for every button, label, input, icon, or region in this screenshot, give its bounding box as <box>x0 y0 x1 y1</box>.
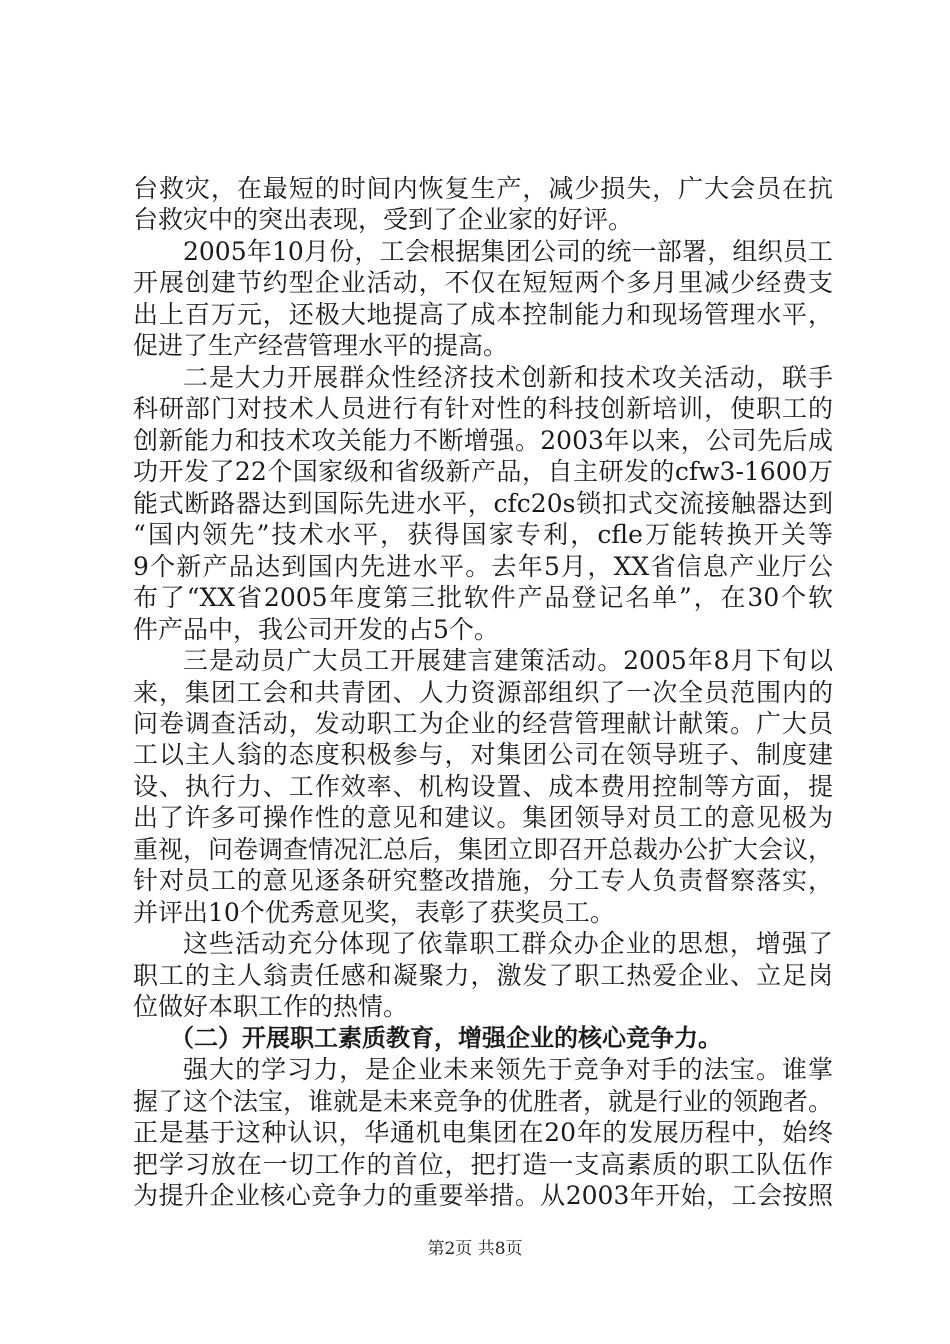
text-line: “国内领先”技术水平，获得国家专利，cfle万能转换开关等 <box>133 520 833 550</box>
paragraph-start-line: 二是大力开展群众性经济技术创新和技术攻关活动，联手 <box>183 362 833 392</box>
section-heading: （二）开展职工素质教育，增强企业的核心竞争力。 <box>170 1023 722 1052</box>
text-line: 为提升企业核心竞争力的重要举措。从2003年开始，工会按照 <box>133 1181 833 1210</box>
text-line: 台救灾中的突出表现，受到了企业家的好评。 <box>133 205 634 235</box>
text-line: 工以主人翁的态度积极参与，对集团公司在领导班子、制度建 <box>133 740 833 770</box>
text-line: 出上百万元，还极大地提高了成本控制能力和现场管理水平， <box>133 299 833 329</box>
text-line: 创新能力和技术攻关能力不断增强。2003年以来，公司先后成 <box>133 425 833 455</box>
text-line: 科研部门对技术人员进行有针对性的科技创新培训，使职工的 <box>133 394 833 424</box>
text-line: 出了许多可操作性的意见和建议。集团领导对员工的意见极为 <box>133 803 833 833</box>
text-line: 能式断路器达到国际先进水平，cfc20s锁扣式交流接触器达到 <box>133 488 833 518</box>
paragraph-start-line: 三是动员广大员工开展建言建策活动。2005年8月下旬以 <box>183 646 833 676</box>
text-line: 设、执行力、工作效率、机构设置、成本费用控制等方面，提 <box>133 771 833 801</box>
paragraph-start-line: 强大的学习力，是企业未来领先于竞争对手的法宝。谁掌 <box>183 1055 833 1085</box>
page-footer: 第2页 共8页 <box>427 1239 523 1259</box>
text-line: 开展创建节约型企业活动，不仅在短短两个多月里减少经费支 <box>133 268 833 298</box>
paragraph-start-line: 这些活动充分体现了依靠职工群众办企业的思想，增强了 <box>183 929 833 959</box>
text-line: 握了这个法宝，谁就是未来竞争的优胜者，就是行业的领跑者。 <box>133 1086 833 1116</box>
text-line: 来，集团工会和共青团、人力资源部组织了一次全员范围内的 <box>133 677 833 707</box>
text-line: 职工的主人翁责任感和凝聚力，激发了职工热爱企业、立足岗 <box>133 960 833 990</box>
text-line: 重视，问卷调查情况汇总后，集团立即召开总裁办公扩大会议， <box>133 834 833 864</box>
text-line: 9个新产品达到国内先进水平。去年5月，XX省信息产业厅公 <box>133 551 833 581</box>
text-line: 针对员工的意见逐条研究整改措施，分工专人负责督察落实， <box>133 866 833 896</box>
text-line: 功开发了22个国家级和省级新产品，自主研发的cfw3-1600万 <box>133 457 833 487</box>
text-line: 并评出10个优秀意见奖，表彰了获奖员工。 <box>133 897 615 927</box>
text-line: 问卷调查活动，发动职工为企业的经营管理献计献策。广大员 <box>133 708 833 738</box>
text-line: 位做好本职工作的热情。 <box>133 992 409 1022</box>
text-line: 台救灾，在最短的时间内恢复生产，减少损失，广大会员在抗 <box>133 174 833 203</box>
text-line: 促进了生产经营管理水平的提高。 <box>133 331 509 361</box>
text-line: 件产品中，我公司开发的占5个。 <box>133 614 499 644</box>
text-line: 布了“XX省2005年度第三批软件产品登记名单”，在30个软 <box>133 583 833 613</box>
text-line: 正是基于这种认识，华通机电集团在20年的发展历程中，始终 <box>133 1118 833 1148</box>
text-line: 把学习放在一切工作的首位，把打造一支高素质的职工队伍作 <box>133 1149 833 1179</box>
paragraph-start-line: 2005年10月份，工会根据集团公司的统一部署，组织员工 <box>183 236 833 266</box>
